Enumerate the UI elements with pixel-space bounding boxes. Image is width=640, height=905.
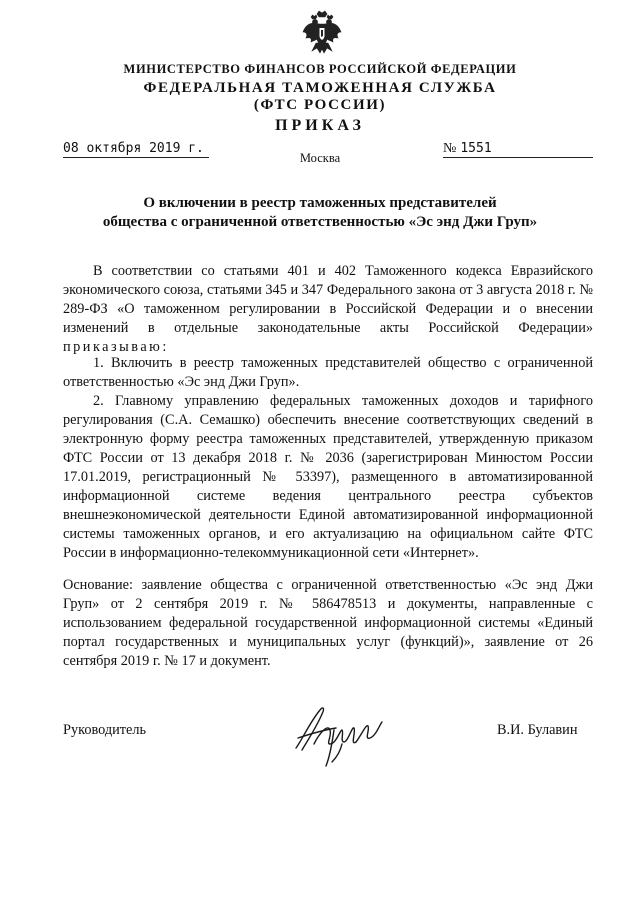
coat-of-arms-icon (302, 10, 342, 56)
service-name-line2: (ФТС РОССИИ) (253, 97, 387, 113)
document-type: ПРИКАЗ (275, 117, 365, 134)
signer-role: Руководитель (63, 722, 147, 738)
order-item-1: 1. Включить в реестр таможенных представителей общество с ограниченной ответственностью «Эс энд Джи Груп». (63, 355, 593, 390)
number-value: 1551 (460, 141, 492, 156)
service-name (0, 80, 640, 114)
ministry-name: МИНИСТЕРСТВО ФИНАНСОВ РОССИЙСКОЙ ФЕДЕРАЦИИ (123, 62, 517, 76)
signer-name: В.И. Булавин (497, 722, 578, 738)
service-name-line1: ФЕДЕРАЛЬНАЯ ТАМОЖЕННАЯ СЛУЖБА (143, 80, 497, 96)
document-city: Москва (299, 151, 341, 165)
title-line2: общества с ограниченной ответственностью «Эс энд Джи Груп» (102, 214, 538, 230)
document-title (60, 194, 580, 232)
number-label: № (443, 141, 457, 156)
document-date: 08 октября 2019 г. (63, 141, 209, 158)
title-line1: О включении в реестр таможенных представителей (143, 195, 497, 211)
basis-paragraph: Основание: заявление общества с ограниченной ответственностью «Эс энд Джи Груп» от 2 сентября 2019 г. № 586478513 и документы, направленные с использованием федеральной государственной информационной системы «Единый портал государственных и муниципальных услуг (функций)», заявление от 26 сентября 2019 г. № 17 и документ. (63, 577, 593, 669)
preamble-text: В соответствии со статьями 401 и 402 Таможенного кодекса Евразийского экономического союза, статьями 345 и 347 Федерального закона от 3 августа 2018 г. № 289-ФЗ «О таможенном регулировании в Российской Федерации и о внесении изменений в отдельные законодательные акты Российской Федерации» (63, 263, 593, 336)
preamble-paragraph (63, 262, 593, 357)
order-item-2: 2. Главному управлению федеральных таможенных доходов и тарифного регулирования (С.А. Семашко) обеспечить внесение соответствующих сведений в электронную форму реестра таможенных представителей, утвержденную приказом ФТС России от 13 декабря 2018 г. № 2036 (зарегистрирован Минюстом России 17.01.2019, регистрационный № 53397), размещенного в автоматизированной информационной системе ведения центрального реестра субъектов внешнеэкономической деятельности Единой автоматизированной информационной системы таможенных органов, и его актуализацию на официальном сайте ФТС России в информационно-телекоммуникационной сети «Интернет». (63, 393, 593, 561)
command-word: приказываю: (63, 339, 169, 355)
signature-icon (290, 700, 390, 770)
